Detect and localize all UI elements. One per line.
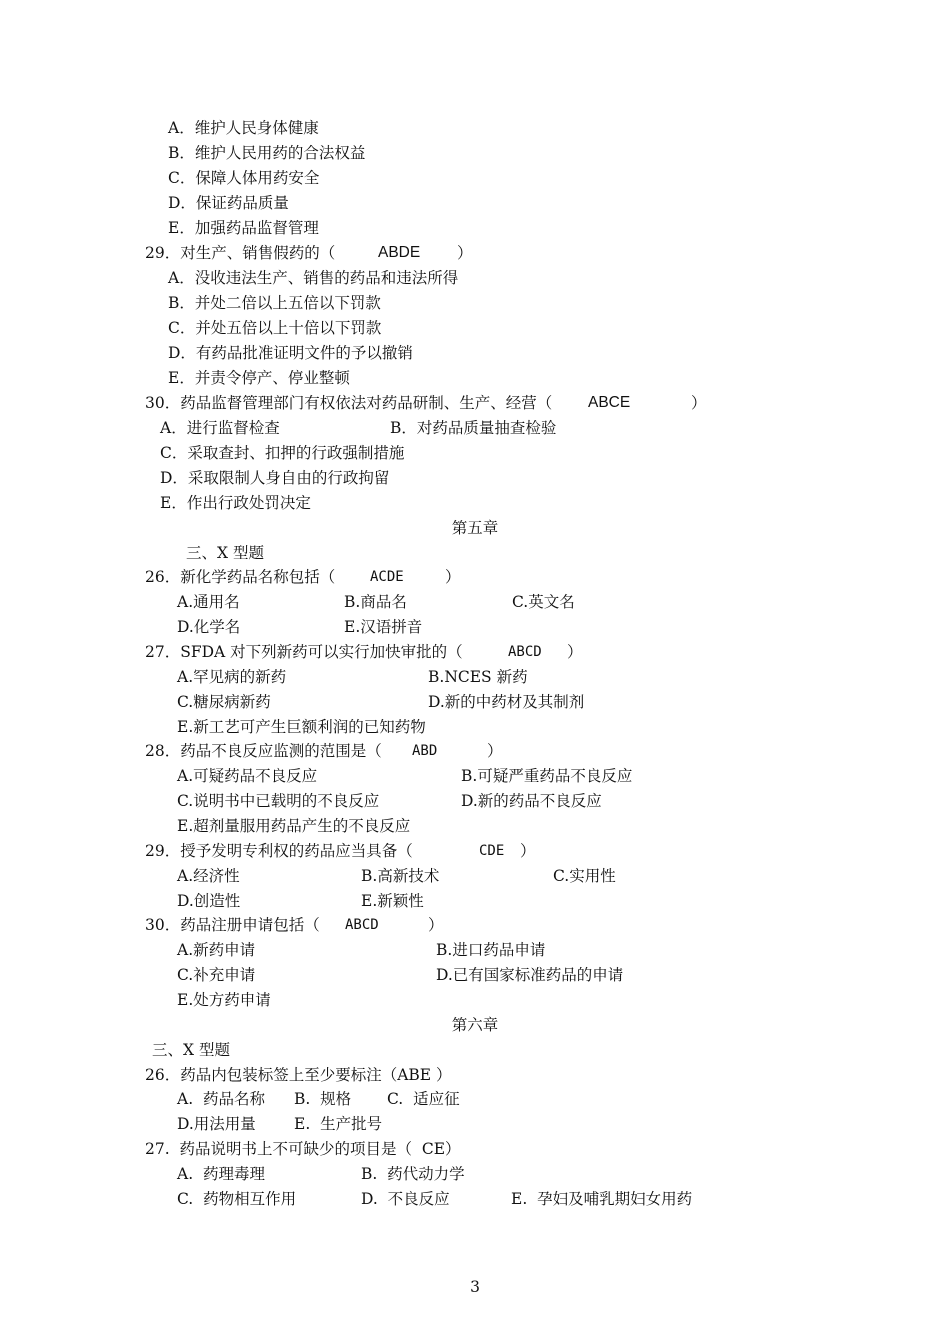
option-row bbox=[177, 939, 546, 961]
answer-key: ABCE bbox=[588, 394, 631, 411]
option-row bbox=[177, 765, 633, 787]
option: C.补充申请 bbox=[177, 966, 256, 984]
section-heading: 三、X 型题 bbox=[186, 544, 264, 562]
option-line: C．并处五倍以上十倍以下罚款 bbox=[168, 319, 382, 337]
option: D.化学名 bbox=[177, 618, 241, 636]
answer-key: ABCD bbox=[508, 644, 542, 660]
question-30-stem bbox=[145, 392, 707, 414]
option: B.高新技术 bbox=[361, 867, 440, 885]
option-row bbox=[160, 417, 557, 439]
option: B.NCES 新药 bbox=[428, 668, 528, 686]
option: D.创造性 bbox=[177, 892, 241, 910]
option-line: E．加强药品监督管理 bbox=[168, 219, 319, 237]
option-line: C．保障人体用药安全 bbox=[168, 169, 320, 187]
question-29-stem bbox=[145, 840, 536, 862]
option-line: D．有药品批准证明文件的予以撤销 bbox=[168, 344, 413, 362]
answer-key: CDE bbox=[479, 843, 505, 859]
option-line: D．采取限制人身自由的行政拘留 bbox=[160, 469, 390, 487]
option-line: A．没收违法生产、销售的药品和违法所得 bbox=[168, 269, 459, 287]
paren-close: ） bbox=[457, 244, 473, 262]
answer-key: ABD bbox=[412, 743, 438, 759]
option: C.实用性 bbox=[553, 867, 616, 885]
question-text: 30．药品监督管理部门有权依法对药品研制、生产、经营（ bbox=[145, 394, 553, 412]
option: C.糖尿病新药 bbox=[177, 693, 271, 711]
option: A．进行监督检查 bbox=[160, 419, 280, 437]
question-text: 29．授予发明专利权的药品应当具备（ bbox=[145, 842, 413, 860]
option-line: E.新工艺可产生巨额利润的已知药物 bbox=[177, 718, 426, 736]
paren-close: ） bbox=[520, 842, 536, 860]
option: B.商品名 bbox=[344, 593, 407, 611]
question-text: 29．对生产、销售假药的（ bbox=[145, 244, 336, 262]
chapter-title: 第五章 bbox=[451, 519, 499, 537]
option-row bbox=[177, 666, 528, 688]
option: A. 药品名称 bbox=[177, 1090, 265, 1108]
option-line: E.处方药申请 bbox=[177, 991, 271, 1009]
option: B.进口药品申请 bbox=[436, 941, 546, 959]
question-30-stem bbox=[145, 914, 444, 936]
question-27-stem bbox=[145, 641, 583, 663]
paren-close: ） bbox=[487, 742, 503, 760]
answer-key: ABDE bbox=[378, 244, 421, 261]
option-row bbox=[177, 790, 602, 812]
question-29-stem bbox=[145, 242, 473, 264]
option-row bbox=[177, 591, 575, 613]
option: C.英文名 bbox=[512, 593, 575, 611]
option-row bbox=[177, 616, 423, 638]
option-row bbox=[177, 1163, 465, 1185]
question-26-stem bbox=[145, 566, 461, 588]
option-line: E．作出行政处罚决定 bbox=[160, 494, 311, 512]
option-line: C．采取查封、扣押的行政强制措施 bbox=[160, 444, 405, 462]
option: E. 生产批号 bbox=[294, 1115, 383, 1133]
option-row bbox=[177, 691, 585, 713]
option: A. 药理毒理 bbox=[177, 1165, 265, 1183]
option-line: B．维护人民用药的合法权益 bbox=[168, 144, 366, 162]
option-row bbox=[177, 964, 624, 986]
option: A.罕见病的新药 bbox=[177, 668, 287, 686]
paren-close: ） bbox=[691, 394, 707, 412]
option: C.说明书中已载明的不良反应 bbox=[177, 792, 380, 810]
option-row bbox=[177, 865, 616, 887]
option: D.新的中药材及其制剂 bbox=[428, 693, 585, 711]
question-text: 26．新化学药品名称包括（ bbox=[145, 568, 336, 586]
question-27-stem: 27. 药品说明书上不可缺少的项目是（ CE） bbox=[145, 1140, 461, 1158]
answer-key: ABCD bbox=[345, 917, 379, 933]
option: B. 规格 bbox=[294, 1090, 352, 1108]
option: A.经济性 bbox=[177, 867, 240, 885]
question-26-stem: 26．药品内包装标签上至少要标注（ABE ） bbox=[145, 1066, 452, 1084]
option: D.已有国家标准药品的申请 bbox=[436, 966, 624, 984]
option-line: B．并处二倍以上五倍以下罚款 bbox=[168, 294, 381, 312]
chapter-title: 第六章 bbox=[451, 1016, 499, 1034]
option: A.新药申请 bbox=[177, 941, 256, 959]
question-text: 30．药品注册申请包括（ bbox=[145, 916, 320, 934]
option: D.新的药品不良反应 bbox=[461, 792, 602, 810]
option: D.用法用量 bbox=[177, 1115, 256, 1133]
option: A.通用名 bbox=[177, 593, 240, 611]
option: B. 药代动力学 bbox=[361, 1165, 465, 1183]
option: C. 药物相互作用 bbox=[177, 1190, 297, 1208]
page-number: 3 bbox=[470, 1278, 480, 1296]
option-row bbox=[177, 1113, 383, 1135]
option: E.新颖性 bbox=[361, 892, 424, 910]
paren-close: ） bbox=[445, 568, 461, 586]
option: D. 不良反应 bbox=[361, 1190, 450, 1208]
option-line: A．维护人民身体健康 bbox=[168, 119, 319, 137]
paren-close: ） bbox=[567, 643, 583, 661]
option-row bbox=[177, 1088, 460, 1110]
option-line: E.超剂量服用药品产生的不良反应 bbox=[177, 817, 411, 835]
question-28-stem bbox=[145, 740, 503, 762]
option-row bbox=[177, 890, 424, 912]
option-row bbox=[177, 1188, 693, 1210]
option: C. 适应征 bbox=[387, 1090, 460, 1108]
option-line: E．并责令停产、停业整顿 bbox=[168, 369, 350, 387]
question-text: 27．SFDA 对下列新药可以实行加快审批的（ bbox=[145, 643, 463, 661]
option: E.汉语拼音 bbox=[344, 618, 423, 636]
option: A.可疑药品不良反应 bbox=[177, 767, 318, 785]
option: B.可疑严重药品不良反应 bbox=[461, 767, 633, 785]
paren-close: ） bbox=[428, 916, 444, 934]
question-text: 28．药品不良反应监测的范围是（ bbox=[145, 742, 382, 760]
answer-key: ACDE bbox=[370, 569, 404, 585]
option: E. 孕妇及哺乳期妇女用药 bbox=[511, 1190, 693, 1208]
option-line: D．保证药品质量 bbox=[168, 194, 289, 212]
section-heading: 三、X 型题 bbox=[152, 1041, 230, 1059]
option: B．对药品质量抽查检验 bbox=[390, 419, 557, 437]
